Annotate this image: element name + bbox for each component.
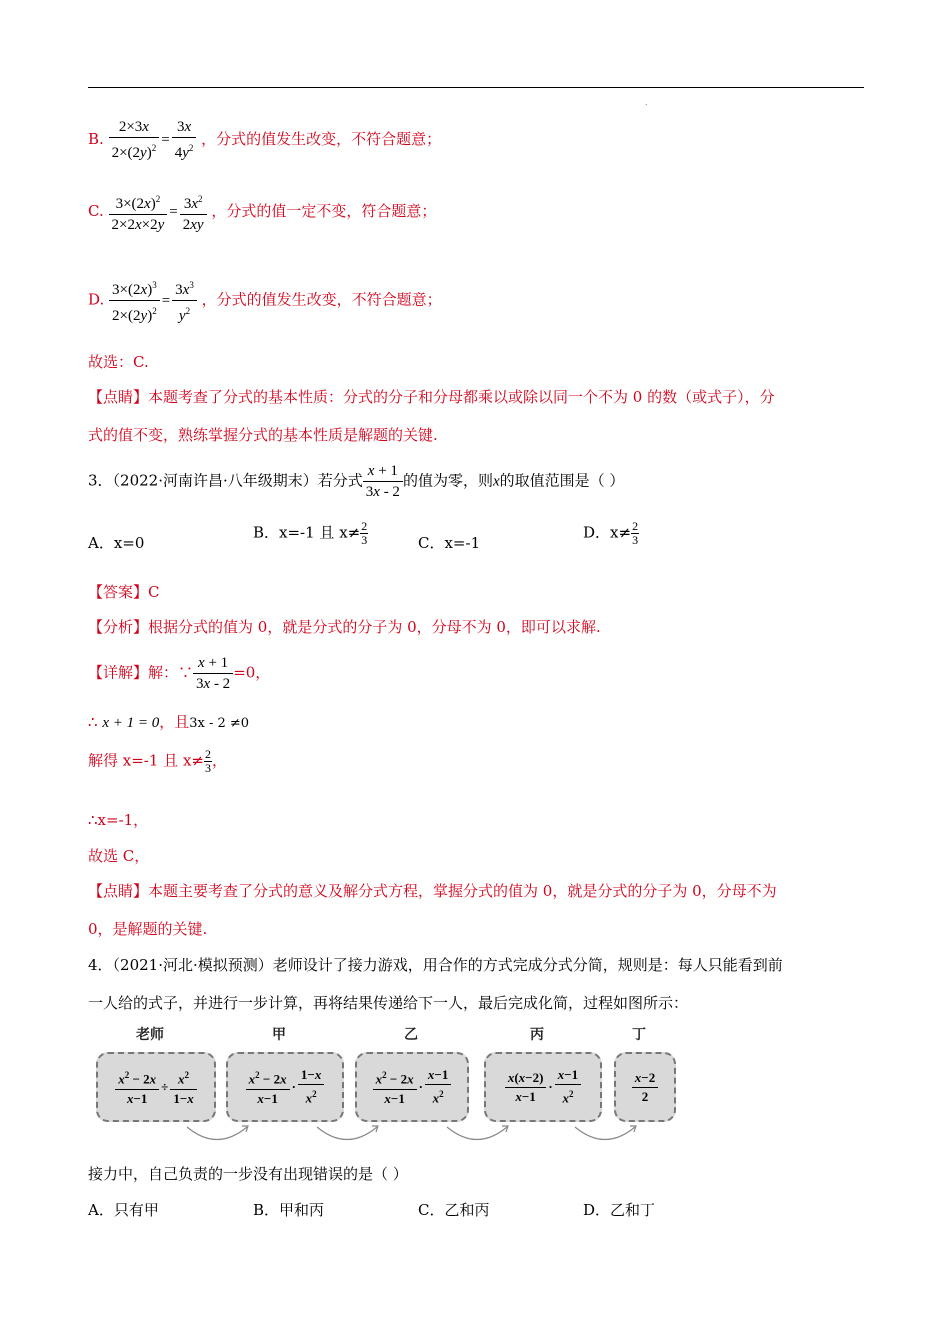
- q3-option-b: [253, 520, 368, 547]
- option-d-fraction-right: $\frac{3x^3}{y^2}$: [172, 276, 197, 325]
- diagram-label-jia: 甲: [272, 1027, 286, 1043]
- diagram-label-teacher: 老师: [136, 1027, 164, 1043]
- option-d-comment: ，分式的值发生改变，不符合题意；: [201, 290, 442, 309]
- q3-option-b-fraction: $\frac{2}{3}$: [361, 519, 368, 547]
- option-b-comment: ，分式的值发生改变，不符合题意；: [201, 130, 442, 148]
- q3-answer: 【答案】C: [88, 583, 160, 601]
- q3-option-c: C．x=-1: [418, 534, 481, 552]
- option-b-fraction-right: $\frac{3x}{4y^2}$: [172, 118, 197, 162]
- q3-detail: [88, 654, 270, 693]
- diagram-label-yi: 乙: [404, 1027, 418, 1043]
- q3-step1-ineq: 3x - 2 ≠0: [189, 716, 250, 731]
- q4-question: 接力中，自己负责的一步没有出现错误的是（ ）: [88, 1165, 408, 1183]
- header-dot: .: [645, 98, 648, 107]
- diagram-box-bing: $\frac{x(x-2)}{x-1}$ · $\frac{x-1}{x^2}$: [484, 1052, 602, 1122]
- option-b-fraction-left: $\frac{2\times 3x}{2\times(2y)^2}$: [109, 118, 160, 162]
- option-c-label: C.: [88, 202, 104, 220]
- q3-option-a: A．x=0: [88, 534, 145, 552]
- q4-stem-line1: 4．（2021·河北·模拟预测）老师设计了接力游戏，用合作的方式完成分式分简，规则是：每人只能看到前: [88, 956, 783, 974]
- q3-prefix: 3．（2022·河南许昌·八年级期末）若分式: [88, 471, 363, 490]
- q3-step1-eq: x + 1 = 0: [102, 715, 160, 731]
- q3-step1: [88, 712, 249, 734]
- diagram-box-ding: $\frac{x-2}{2}$: [614, 1052, 676, 1122]
- option-b-label: B.: [88, 130, 104, 148]
- q3-stem-fraction: $\frac{x + 1}{3x - 2}$: [363, 462, 403, 501]
- q3-option-d-text: D．x≠: [583, 523, 632, 542]
- q3-note-line1: 【点睛】本题主要考查了分式的意义及解分式方程，掌握分式的值为 0，就是分式的分子为 0，分母不为: [88, 882, 777, 900]
- relay-diagram: [92, 1022, 692, 1152]
- diagram-box-jia: $\frac{x^2 - 2x}{x-1}$ · $\frac{1-x}{x^2}$: [226, 1052, 344, 1122]
- q3-option-d: [583, 520, 639, 547]
- q2-choice: 故选：C.: [88, 353, 149, 371]
- q3-option-b-text: B．x=-1 且 x≠: [253, 523, 361, 542]
- q4-option-b: B．甲和丙: [253, 1201, 325, 1219]
- q3-detail-suffix: =0，: [233, 663, 271, 682]
- q3-analysis: 【分析】根据分式的值为 0，就是分式的分子为 0，分母不为 0，即可以求解.: [88, 618, 601, 636]
- q3-suffix-b: 的取值范围是（ ）: [499, 471, 625, 490]
- q2-note-line2: 式的值不变，熟练掌握分式的基本性质是解题的关键.: [88, 426, 438, 444]
- q3-step1-therefore: ∴: [88, 713, 98, 731]
- option-d-label: D.: [88, 290, 105, 309]
- q3-detail-prefix: 【详解】解：∵: [88, 663, 194, 682]
- q4-stem-line2: 一人给的式子，并进行一步计算，再将结果传递给下一人，最后完成化简，过程如图所示：: [88, 994, 689, 1012]
- q3-step4: 故选 C，: [88, 847, 150, 865]
- option-c-comment: ，分式的值一定不变，符合题意；: [211, 202, 437, 220]
- option-c-fraction-right: $\frac{3x^2}{2xy}$: [180, 190, 207, 234]
- header-rule: [88, 87, 864, 88]
- q2-note-line1: 【点睛】本题考查了分式的基本性质：分式的分子和分母都乘以或除以同一个不为 0 的数（或式子），分: [88, 388, 775, 406]
- option-d-line: D. $\frac{3\times(2x)^3}{2\times(2y)^2}$ = $\frac{3x^3}{y^2}$ ，分式的值发生改变，不符合题意；: [88, 276, 442, 325]
- q3-detail-fraction: $\frac{x + 1}{3x - 2}$: [193, 654, 233, 693]
- option-b-line: B. $\frac{2\times 3x}{2\times(2y)^2}$ = $\frac{3x}{4y^2}$ ，分式的值发生改变，不符合题意；: [88, 119, 442, 161]
- q3-step3: ∴x=-1，: [88, 811, 149, 829]
- diagram-box-teacher: $\frac{x^2 - 2x}{x-1}$ ÷ $\frac{x^2}{1-x}$: [96, 1052, 216, 1122]
- diagram-label-bing: 丙: [530, 1027, 544, 1043]
- q4-option-a: A．只有甲: [88, 1201, 159, 1219]
- q3-step2-text: 解得 x=-1 且 x≠: [88, 751, 204, 770]
- diagram-arrow-4: [570, 1122, 640, 1152]
- q3-suffix-a: 的值为零，则: [402, 471, 493, 490]
- q3-step2-fraction: $\frac{2}{3}$: [204, 747, 211, 775]
- q3-note-line2: 0，是解题的关键.: [88, 920, 208, 938]
- diagram-label-ding: 丁: [632, 1027, 646, 1043]
- q4-option-c: C．乙和丙: [418, 1201, 490, 1219]
- q3-step1-and: ，且: [159, 713, 190, 731]
- q3-stem: [88, 462, 624, 501]
- option-c-fraction-left: $\frac{3\times(2x)^2}{2\times 2x\times 2y}$: [109, 190, 168, 234]
- diagram-arrow-1: [182, 1122, 252, 1152]
- diagram-arrow-2: [312, 1122, 382, 1152]
- q3-step2-end: ，: [211, 751, 227, 770]
- option-c-line: C. $\frac{3\times(2x)^2}{2\times 2x\times 2y}$ = $\frac{3x^2}{2xy}$ ，分式的值一定不变，符合题意；: [88, 190, 436, 234]
- q3-option-d-fraction: $\frac{2}{3}$: [632, 519, 639, 547]
- diagram-arrow-3: [442, 1122, 512, 1152]
- q4-option-d: D．乙和丁: [583, 1201, 656, 1219]
- q3-var: x: [492, 473, 500, 490]
- option-d-fraction-left: $\frac{3\times(2x)^3}{2\times(2y)^2}$: [109, 276, 160, 325]
- diagram-box-yi: $\frac{x^2 - 2x}{x-1}$ · $\frac{x-1}{x^2}$: [355, 1052, 469, 1122]
- q3-step2: [88, 748, 227, 775]
